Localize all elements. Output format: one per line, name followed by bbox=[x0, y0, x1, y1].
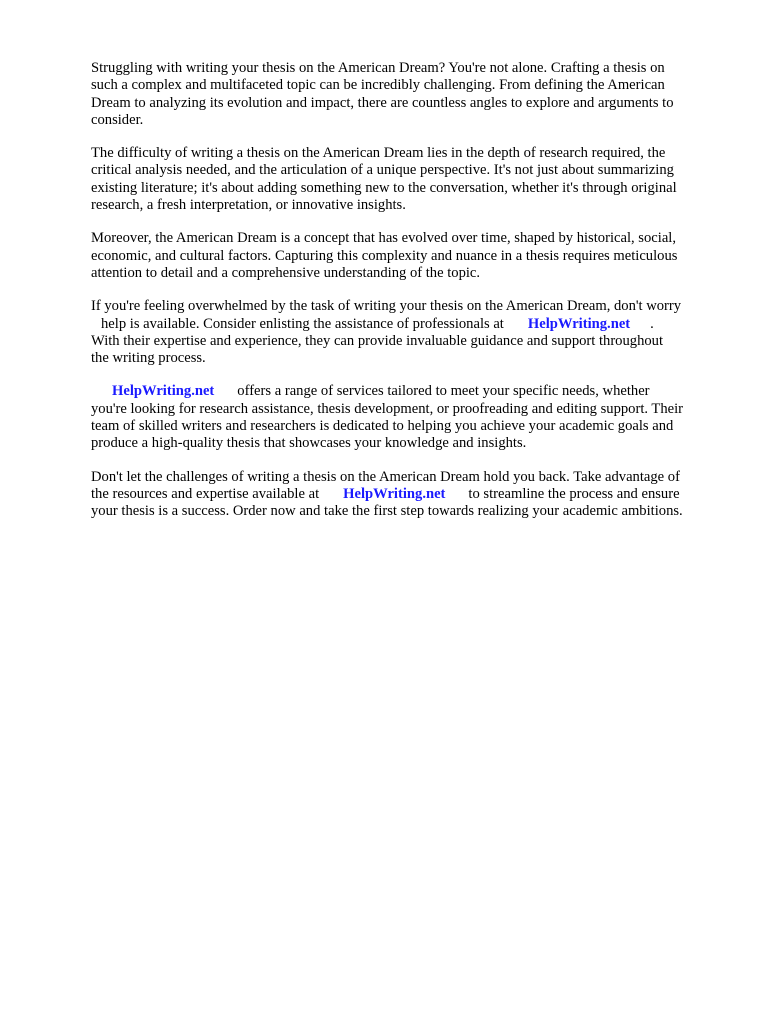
text-line: Dream to analyzing its evolution and impact, there are countless angles to explore and arguments to bbox=[91, 94, 674, 111]
text-line: your thesis is a success. Order now and take the first step towards realizing your academic ambitions. bbox=[91, 503, 683, 520]
paragraph-call-to-action bbox=[91, 469, 726, 521]
text-segment: to streamline the process and ensure bbox=[468, 485, 680, 502]
text-line: produce a high-quality thesis that showcases your knowledge and insights. bbox=[91, 435, 527, 452]
text-line: Moreover, the American Dream is a concept that has evolved over time, shaped by historical, social, bbox=[91, 230, 676, 247]
text-line: existing literature; it's about adding something new to the conversation, whether it's through original bbox=[91, 179, 677, 196]
text-line: such a complex and multifaceted topic can be incredibly challenging. From defining the American bbox=[91, 77, 665, 94]
text-line: research, a fresh interpretation, or innovative insights. bbox=[91, 197, 406, 214]
text-line: team of skilled writers and researchers is dedicated to helping you achieve your academic goals and bbox=[91, 418, 674, 435]
helpwriting-link[interactable]: HelpWriting.net bbox=[343, 485, 446, 502]
paragraph-intro bbox=[91, 60, 726, 129]
text-segment: the resources and expertise available at bbox=[91, 485, 320, 502]
text-line: With their expertise and experience, they can provide invaluable guidance and support throughout bbox=[91, 332, 664, 349]
text-line: attention to detail and a comprehensive understanding of the topic. bbox=[91, 264, 481, 281]
text-segment: . bbox=[650, 315, 654, 332]
text-line: the writing process. bbox=[91, 350, 206, 367]
paragraph-complexity bbox=[91, 230, 726, 282]
text-line: you're looking for research assistance, thesis development, or proofreading and editing support. Their bbox=[91, 400, 684, 417]
text-line-with-link bbox=[91, 486, 726, 503]
text-line: Don't let the challenges of writing a thesis on the American Dream hold you back. Take advantage of bbox=[91, 468, 680, 485]
text-segment: help is available. Consider enlisting the assistance of professionals at bbox=[101, 315, 504, 332]
helpwriting-link[interactable]: HelpWriting.net bbox=[112, 383, 215, 400]
text-line: economic, and cultural factors. Capturing this complexity and nuance in a thesis requires meticulous bbox=[91, 247, 678, 264]
text-segment: offers a range of services tailored to meet your specific needs, whether bbox=[237, 383, 650, 400]
paragraph-services bbox=[91, 383, 726, 452]
text-line-with-link bbox=[91, 383, 726, 400]
text-line: critical analysis needed, and the articulation of a unique perspective. It's not just about summarizing bbox=[91, 162, 674, 179]
paragraph-help bbox=[91, 298, 726, 367]
helpwriting-link[interactable]: HelpWriting.net bbox=[527, 315, 631, 332]
document-body bbox=[91, 60, 726, 537]
text-line-with-link bbox=[91, 316, 726, 333]
text-line: Struggling with writing your thesis on the American Dream? You're not alone. Crafting a thesis on bbox=[91, 60, 665, 76]
paragraph-difficulty bbox=[91, 145, 726, 214]
text-line: consider. bbox=[91, 111, 144, 128]
text-line: The difficulty of writing a thesis on the American Dream lies in the depth of research required, the bbox=[91, 145, 666, 162]
text-line: If you're feeling overwhelmed by the task of writing your thesis on the American Dream, don't worry bbox=[91, 298, 682, 315]
